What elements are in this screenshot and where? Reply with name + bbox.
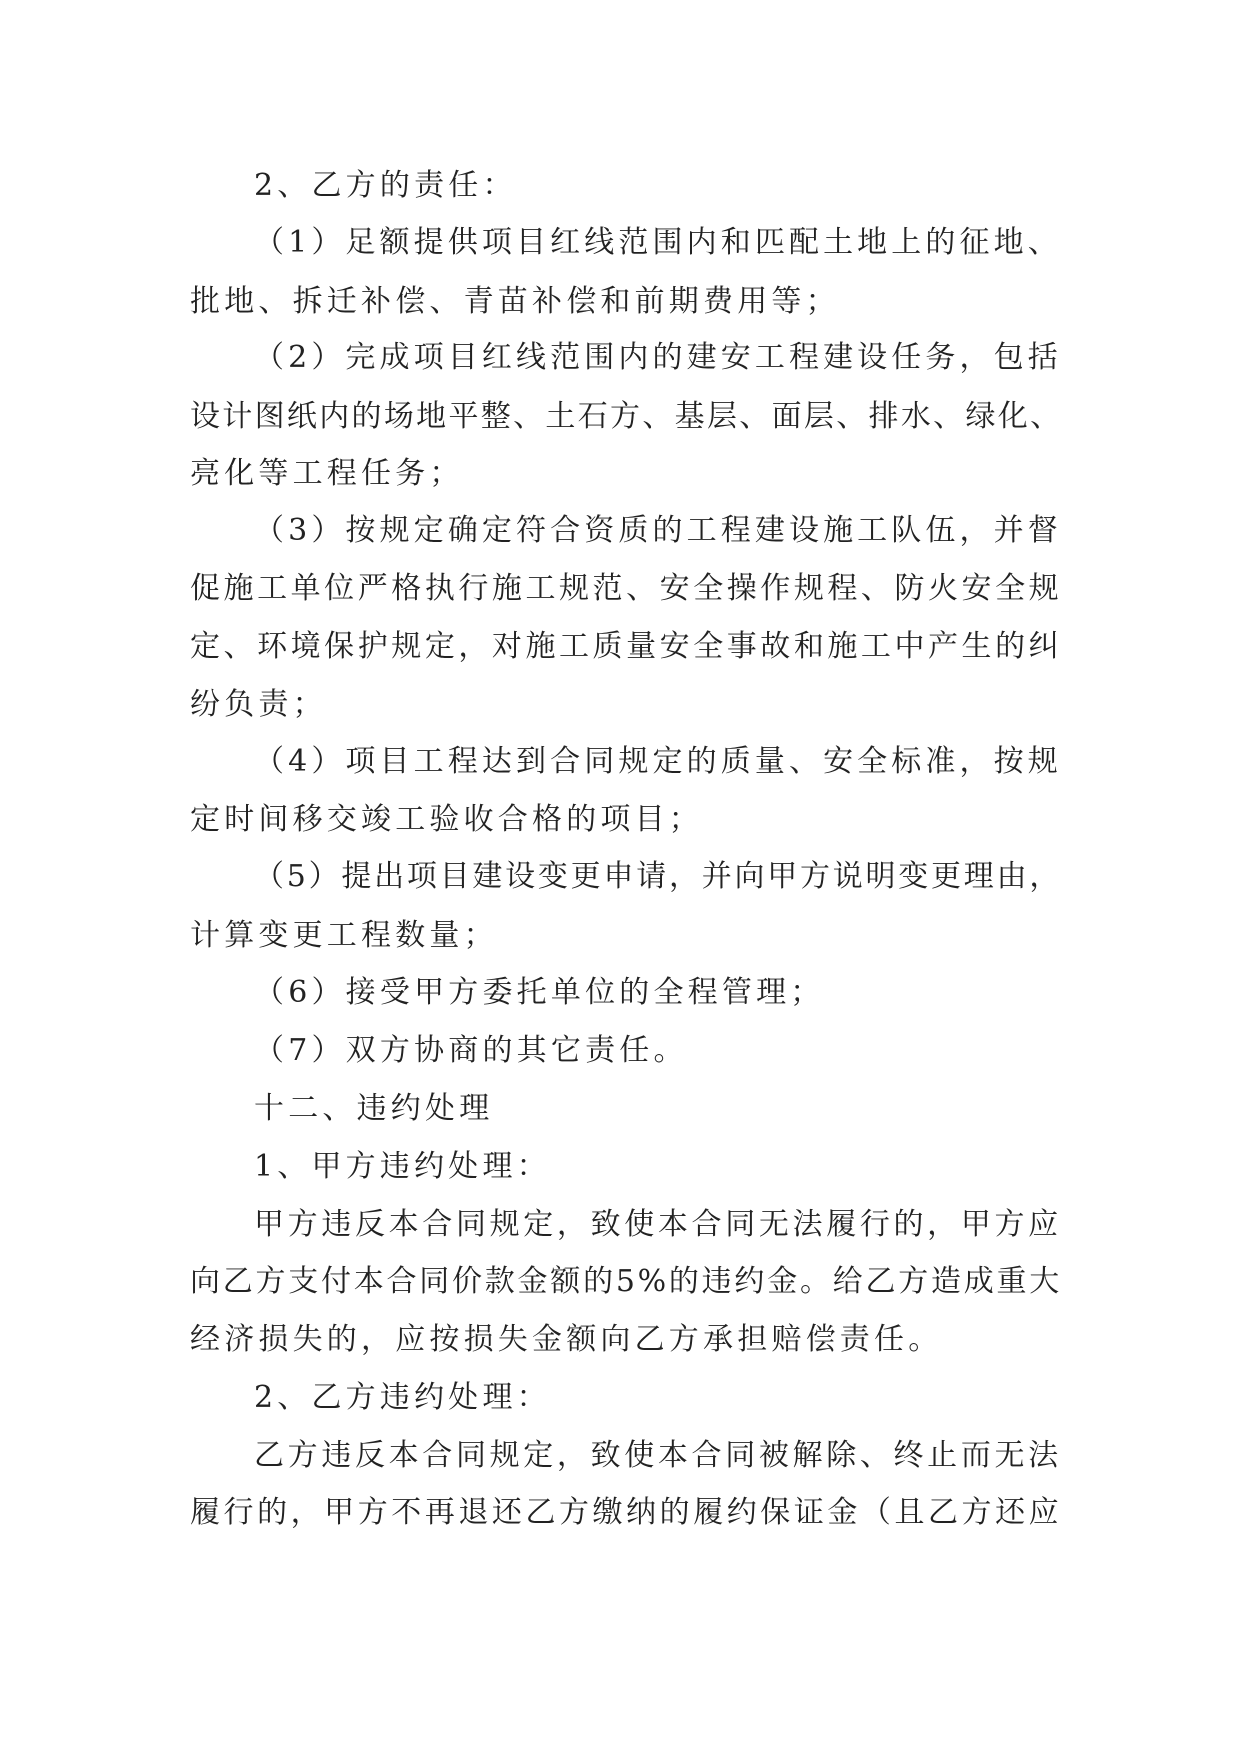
text-line: （2）完成项目红线范围内的建安工程建设任务，包括 xyxy=(254,340,1062,375)
text-line: 亮化等工程任务； xyxy=(190,456,464,491)
text-line: （7）双方协商的其它责任。 xyxy=(254,1033,688,1068)
text-line: 设计图纸内的场地平整、土石方、基层、面层、排水、绿化、 xyxy=(190,399,1063,434)
text-line: 2、乙方违约处理： xyxy=(254,1380,551,1415)
text-line: （3）按规定确定符合资质的工程建设施工队伍，并督 xyxy=(254,513,1062,548)
text-line: （1）足额提供项目红线范围内和匹配土地上的征地、 xyxy=(254,225,1062,260)
text-line: 履行的，甲方不再退还乙方缴纳的履约保证金（且乙方还应 xyxy=(190,1495,1063,1530)
text-line: 甲方违反本合同规定，致使本合同无法履行的，甲方应 xyxy=(254,1207,1062,1242)
text-line: 向乙方支付本合同价款金额的5%的违约金。给乙方造成重大 xyxy=(190,1264,1062,1299)
text-line: 乙方违反本合同规定，致使本合同被解除、终止而无法 xyxy=(254,1438,1062,1473)
text-line: 十二、违约处理 xyxy=(254,1091,494,1126)
text-line: 批地、拆迁补偿、青苗补偿和前期费用等； xyxy=(190,284,840,319)
text-line: 定时间移交竣工验收合格的项目； xyxy=(190,802,703,837)
text-line: 纷负责； xyxy=(190,687,327,722)
text-line: 经济损失的，应按损失金额向乙方承担赔偿责任。 xyxy=(190,1322,943,1357)
text-line: 2、乙方的责任： xyxy=(254,168,517,203)
text-line: 定、环境保护规定，对施工质量安全事故和施工中产生的纠 xyxy=(190,629,1063,664)
text-line: 促施工单位严格执行施工规范、安全操作规程、防火安全规 xyxy=(190,571,1063,606)
text-line: 计算变更工程数量； xyxy=(190,918,498,953)
text-line: （6）接受甲方委托单位的全程管理； xyxy=(254,975,825,1010)
text-line: （5）提出项目建设变更申请，并向甲方说明变更理由， xyxy=(254,859,1063,894)
text-line: （4）项目工程达到合同规定的质量、安全标准，按规 xyxy=(254,744,1062,779)
text-line: 1、甲方违约处理： xyxy=(254,1149,551,1184)
